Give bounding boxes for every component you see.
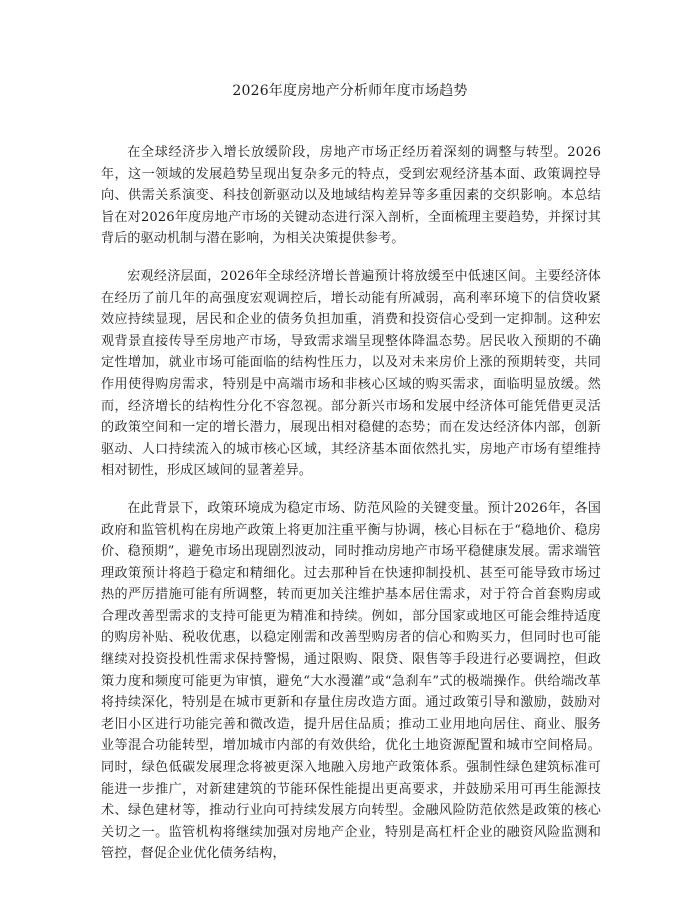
paragraph-policy: 在此背景下，政策环境成为稳定市场、防范风险的关键变量。预计2026年，各国政府和监管机构在房地产政策上将更加注重平衡与协调，核心目标在于“稳地价、稳房价、稳预期”，避免市场出现剧烈波动，同时推动房地产市场平稳健康发展。需求端管理政策预计将趋于稳定和精细化。过去那种旨在快速抑制投机、甚至可能导致市场过热的严厉措施可能有所调整，转而更加关注维护基本居住需求，对于符合首套购房或合理改善型需求的支持可能更为精准和持续。例如，部分国家或地区可能会维持适度的购房补贴、税收优惠，以稳定刚需和改善型购房者的信心和购买力，但同时也可能继续对投资投机性需求保持警惕，通过限购、限贷、限售等手段进行必要调控，但政策力度和频度可能更为审慎，避免“大水漫灌”或“急刹车”式的极端操作。供给端改革将持续深化，特别是在城市更新和存量住房改造方面。通过政策引导和激励，鼓励对老旧小区进行功能完善和微改造，提升居住品质；推动工业用地向居住、商业、服务业等混合功能转型，增加城市内部的有效供给，优化土地资源配置和城市空间格局。同时，绿色低碳发展理念将被更深入地融入房地产政策体系。强制性绿色建筑标准可能进一步推广，对新建建筑的节能环保性能提出更高要求，并鼓励采用可再生能源技术、绿色建材等，推动行业向可持续发展方向转型。金融风险防范依然是政策的核心关切之一。监管机构将继续加强对房地产企业，特别是高杠杆企业的融资风险监测和管控，督促企业优化债务结构， [101,500,601,862]
document-title: 2026年度房地产分析师年度市场趋势 [232,83,468,99]
paragraph-macroeconomy: 宏观经济层面，2026年全球经济增长普遍预计将放缓至中低速区间。主要经济体在经历了前几年的高强度宏观调控后，增长动能有所减弱，高利率环境下的信贷收紧效应持续显现，居民和企业的债务负担加重，消费和投资信心受到一定抑制。这种宏观背景直接传导至房地产市场，导致需求端呈现整体降温态势。居民收入预期的不确定性增加，就业市场可能面临的结构性压力，以及对未来房价上涨的预期转变，共同作用使得购房需求，特别是中高端市场和非核心区域的购买需求，面临明显放缓。然而，经济增长的结构性分化不容忽视。部分新兴市场和发展中经济体可能凭借更灵活的政策空间和一定的增长潜力，展现出相对稳健的态势；而在发达经济体内部，创新驱动、人口持续流入的城市核心区域，其经济基本面依然扎实，房地产市场有望维持相对韧性，形成区域间的显著差异。 [101,268,601,479]
document-body [101,142,601,881]
paragraph-intro: 在全球经济步入增长放缓阶段，房地产市场正经历着深刻的调整与转型。2026年，这一领域的发展趋势呈现出复杂多元的特点，受到宏观经济基本面、政策调控导向、供需关系演变、科技创新驱动以及地域结构差异等多重因素的交织影响。本总结旨在对2026年度房地产市场的关键动态进行深入剖析，全面梳理主要趋势，并探讨其背后的驱动机制与潜在影响，为相关决策提供参考。 [101,145,601,247]
